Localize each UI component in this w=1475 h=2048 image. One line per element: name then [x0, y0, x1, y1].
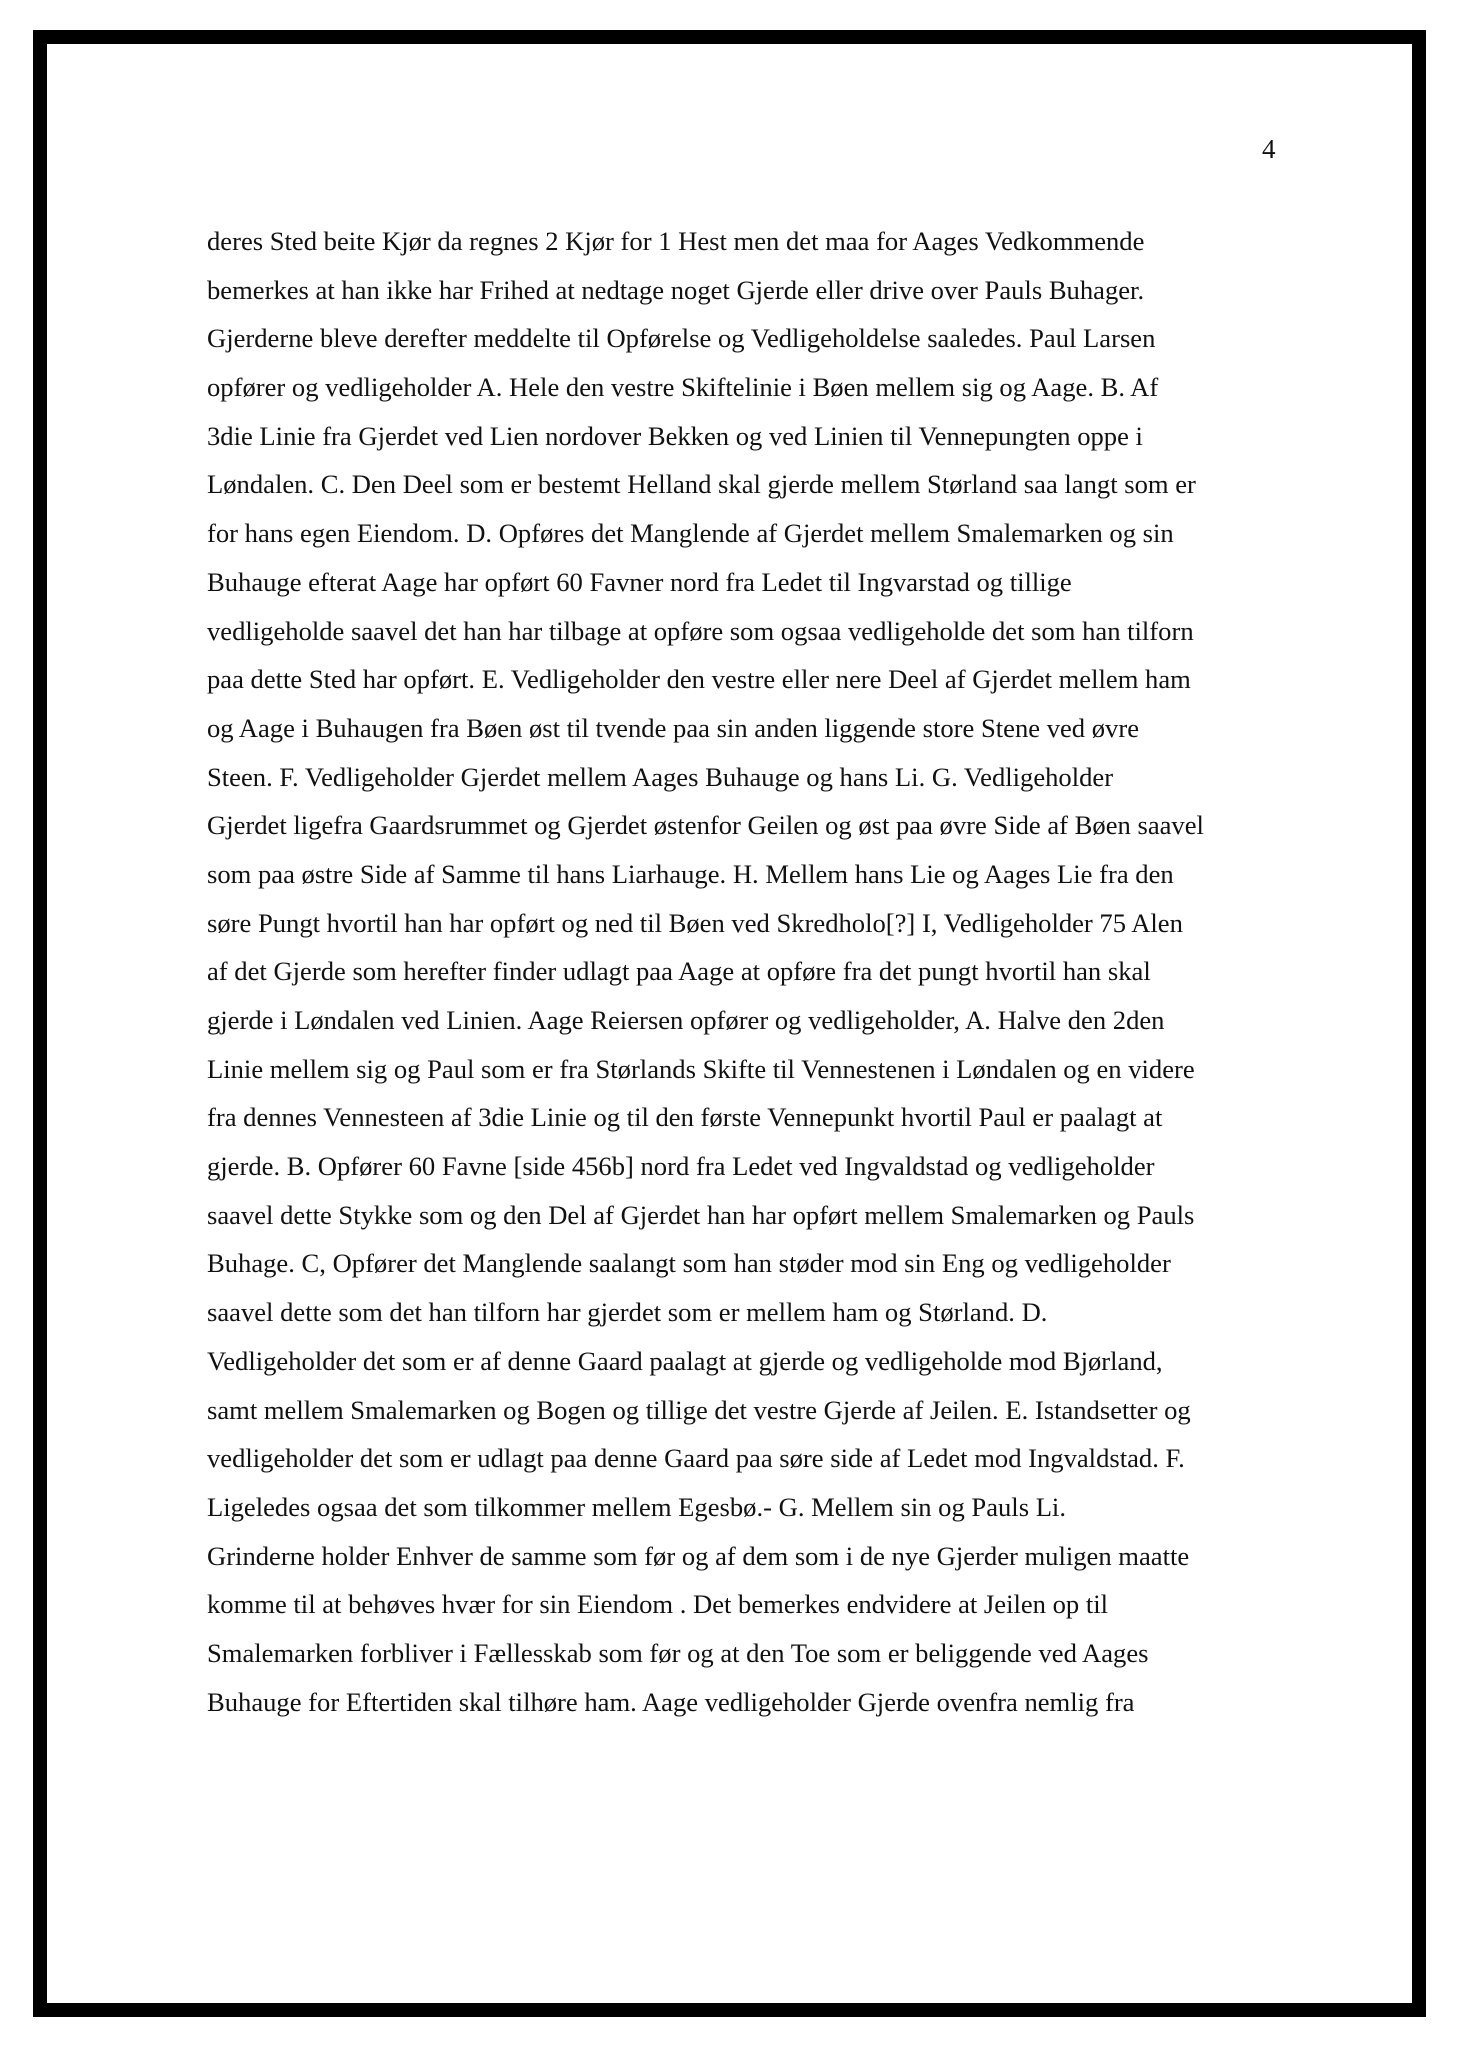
text-line: for hans egen Eiendom. D. Opføres det Manglende af Gjerdet mellem Smalemarken og sin — [207, 518, 1174, 549]
text-line: gjerde. B. Opfører 60 Favne [side 456b] nord fra Ledet ved Ingvaldstad og vedligeholder — [207, 1151, 1155, 1182]
text-line: Buhauge efterat Aage har opført 60 Favner nord fra Ledet til Ingvarstad og tillige — [207, 566, 1072, 597]
text-line: komme til at behøves hvær for sin Eiendom . Det bemerkes endvidere at Jeilen op til — [207, 1589, 1109, 1620]
text-line: Gjerdet ligefra Gaardsrummet og Gjerdet østenfor Geilen og øst paa øvre Side af Bøen saavel — [207, 810, 1204, 841]
text-line: bemerkes at han ikke har Frihed at nedtage noget Gjerde eller drive over Pauls Buhager. — [207, 274, 1145, 305]
text-line: Linie mellem sig og Paul som er fra Størlands Skifte til Vennestenen i Løndalen og en videre — [207, 1053, 1195, 1084]
document-body — [207, 221, 1307, 1730]
text-line: Vedligeholder det som er af denne Gaard paalagt at gjerde og vedligeholde mod Bjørland, — [207, 1345, 1163, 1376]
text-line: Ligeledes ogsaa det som tilkommer mellem Egesbø.- G. Mellem sin og Pauls Li. — [207, 1491, 1066, 1522]
text-line: Buhauge for Eftertiden skal tilhøre ham. Aage vedligeholder Gjerde ovenfra nemlig fra — [207, 1686, 1135, 1717]
page-number: 4 — [1262, 134, 1276, 164]
text-line: og Aage i Buhaugen fra Bøen øst til tvende paa sin anden liggende store Stene ved øvre — [207, 712, 1140, 743]
text-line: saavel dette som det han tilforn har gjerdet som er mellem ham og Størland. D. — [207, 1297, 1048, 1328]
text-line: Steen. F. Vedligeholder Gjerdet mellem Aages Buhauge og hans Li. G. Vedligeholder — [207, 761, 1114, 792]
text-line: deres Sted beite Kjør da regnes 2 Kjør for 1 Hest men det maa for Aages Vedkommende — [207, 226, 1145, 256]
text-line: Smalemarken forbliver i Fællesskab som før og at den Toe som er beliggende ved Aages — [207, 1637, 1149, 1668]
text-line: Buhage. C, Opfører det Manglende saalangt som han støder mod sin Eng og vedligeholder — [207, 1248, 1171, 1279]
text-line: opfører og vedligeholder A. Hele den vestre Skiftelinie i Bøen mellem sig og Aage. B. Af — [207, 372, 1159, 403]
text-line: Løndalen. C. Den Deel som er bestemt Helland skal gjerde mellem Størland saa langt som er — [207, 469, 1196, 500]
text-line: vedligeholde saavel det han har tilbage at opføre som ogsaa vedligeholde det som han tilforn — [207, 615, 1194, 646]
text-line: 3die Linie fra Gjerdet ved Lien nordover Bekken og ved Linien til Vennepungten oppe i — [207, 420, 1143, 451]
text-line: Gjerderne bleve derefter meddelte til Opførelse og Vedligeholdelse saaledes. Paul Larsen — [207, 323, 1156, 354]
text-line: fra dennes Vennesteen af 3die Linie og til den første Vennepunkt hvortil Paul er paalagt at — [207, 1102, 1163, 1133]
text-line: paa dette Sted har opført. E. Vedligeholder den vestre eller nere Deel af Gjerdet mellem ham — [207, 664, 1191, 695]
text-line: saavel dette Stykke som og den Del af Gjerdet han har opført mellem Smalemarken og Pauls — [207, 1199, 1195, 1230]
text-line: gjerde i Løndalen ved Linien. Aage Reiersen opfører og vedligeholder, A. Halve den 2den — [207, 1005, 1165, 1035]
text-line: vedligeholder det som er udlagt paa denne Gaard paa søre side af Ledet mod Ingvaldstad. F. — [207, 1443, 1185, 1474]
text-line: som paa østre Side af Samme til hans Liarhauge. H. Mellem hans Lie og Aages Lie fra den — [207, 858, 1174, 889]
text-line: samt mellem Smalemarken og Bogen og tillige det vestre Gjerde af Jeilen. E. Istandsetter og — [207, 1394, 1191, 1425]
text-line: Grinderne holder Enhver de samme som før og af dem som i de nye Gjerder muligen maatte — [207, 1540, 1190, 1571]
text-line: af det Gjerde som herefter finder udlagt paa Aage at opføre fra det pungt hvortil han skal — [207, 956, 1151, 987]
text-line: søre Pungt hvortil han har opført og ned til Bøen ved Skredholo[?] I, Vedligeholder 75 Alen — [207, 907, 1183, 938]
